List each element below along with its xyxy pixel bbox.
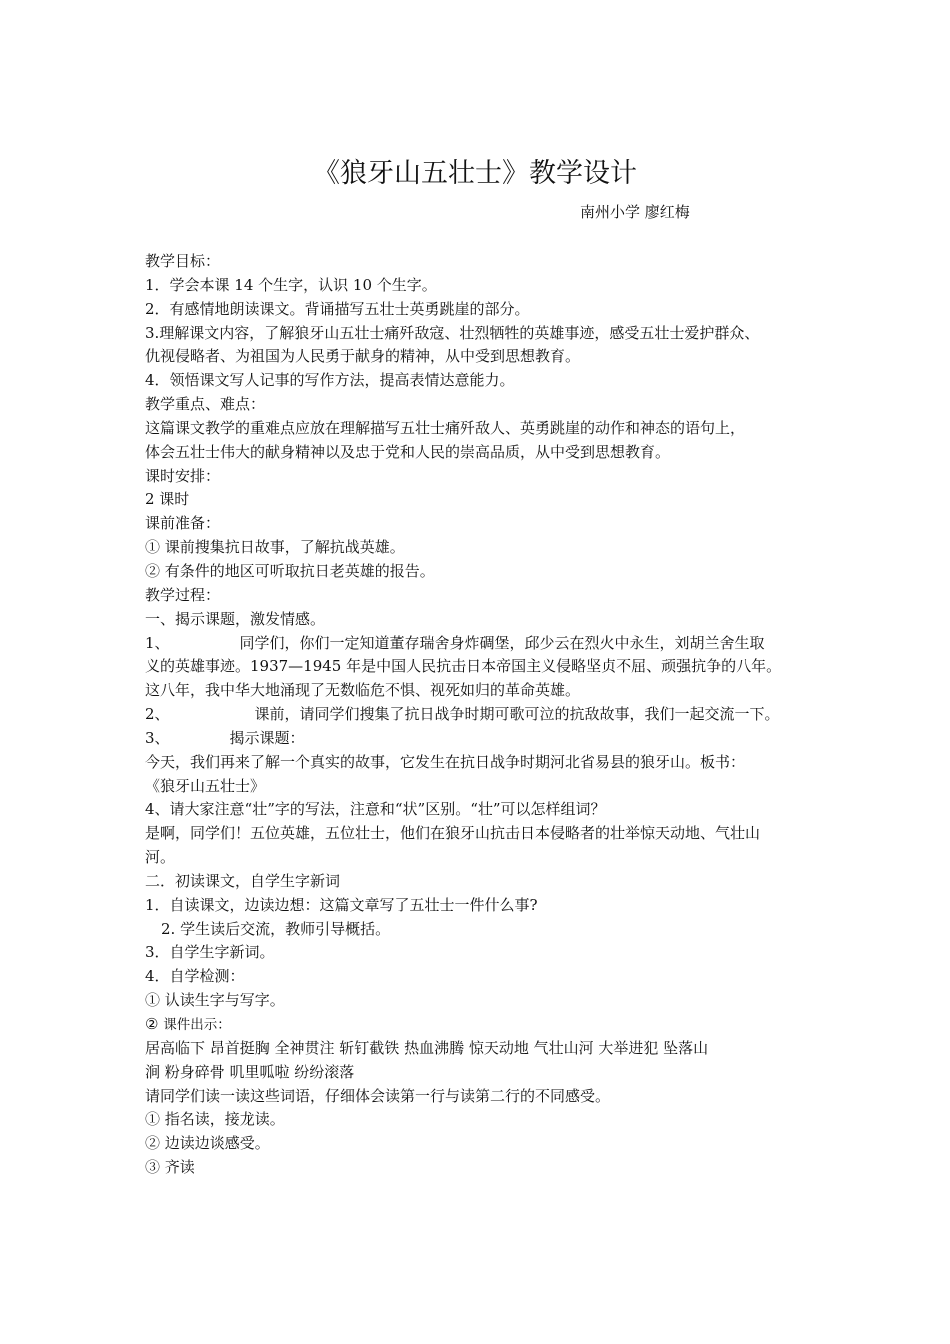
list-text: 揭示课题：: [229, 728, 305, 747]
text-line: 二．初读课文，自学生字新词: [145, 871, 341, 890]
text-line: 2 课时: [145, 490, 190, 509]
text-line: 教学过程：: [145, 585, 221, 604]
circled-number: ②: [145, 1015, 159, 1033]
text-line: 请同学们读一读这些词语，仔细体会读第一行与读第二行的不同感受。: [145, 1086, 611, 1105]
text-line: 仇视侵略者、为祖国为人民勇于献身的精神，从中受到思想教育。: [145, 347, 581, 366]
text-line: 3.理解课文内容，了解狼牙山五壮士痛歼敌寇、壮烈牺牲的英雄事迹，感受五壮士爱护群众、: [145, 323, 760, 342]
text-line: 4．自学检测：: [145, 967, 245, 986]
text-line: 4、请大家注意“壮”字的写法，注意和“状”区别。“壮”可以怎样组词？: [145, 800, 606, 819]
document-author: 南州小学 廖红梅: [580, 203, 690, 221]
list-text: 课前，请同学们搜集了抗日战争时期可歌可泣的抗敌故事，我们一起交流一下。: [254, 705, 780, 724]
text-line: 是啊，同学们！五位英雄，五位壮士，他们在狼牙山抗击日本侵略者的壮举惊天动地、气壮山: [145, 824, 761, 843]
text-line: 涧 粉身碎骨 叽里呱啦 纷纷滚落: [145, 1062, 355, 1081]
courseware-label: 课件出示：: [163, 1017, 231, 1033]
courseware-line: [145, 1013, 820, 1037]
document-title: 《狼牙山五壮士》教学设计: [313, 158, 637, 189]
text-line: 一、揭示课题，激发情感。: [145, 609, 326, 628]
text-line: ① 认读生字与写字。: [145, 991, 285, 1010]
text-line: 义的英雄事迹。1937—1945 年是中国人民抗击日本帝国主义侵略坚贞不屈、顽强抗争的八年。: [145, 657, 782, 676]
document-body: [145, 250, 820, 1180]
text-line: 这篇课文教学的重难点应放在理解描写五壮士痛歼敌人、英勇跳崖的动作和神态的语句上，: [145, 418, 746, 437]
text-line: 这八年，我中华大地涌现了无数临危不惧、视死如归的革命英雄。: [145, 681, 581, 700]
text-line: 课时安排：: [145, 466, 221, 485]
text-line: 4．领悟课文写人记事的写作方法，提高表情达意能力。: [145, 371, 515, 390]
text-line: 今天，我们再来了解一个真实的故事，它发生在抗日战争时期河北省易县的狼牙山。板书：: [145, 752, 746, 771]
text-line: ② 边读边谈感受。: [145, 1134, 270, 1153]
text-line: 2. 学生读后交流，教师引导概括。: [161, 919, 391, 938]
text-line: 1．学会本课 14 个生字，认识 10 个生字。: [145, 275, 437, 294]
text-line: ② 有条件的地区可听取抗日老英雄的报告。: [145, 561, 435, 580]
text-line: 教学重点、难点：: [145, 395, 266, 414]
list-item-2: [145, 703, 820, 727]
text-line: 居高临下 昂首挺胸 全神贯注 斩钉截铁 热血沸腾 惊天动地 气壮山河 大举进犯 坠落山: [145, 1038, 709, 1057]
list-number: 3、: [145, 728, 170, 747]
list-number: 1、: [145, 633, 170, 652]
text-line: ① 课前搜集抗日故事，了解抗战英雄。: [145, 538, 405, 557]
text-line: 1．自读课文，边读边想：这篇文章写了五壮士一件什么事?: [145, 895, 538, 914]
list-item-1: [145, 632, 820, 656]
list-number: 2、: [145, 705, 170, 724]
text-line: 河。: [145, 848, 176, 867]
text-line: ③ 齐读: [145, 1158, 195, 1177]
text-line: 《狼牙山五壮士》: [145, 776, 266, 795]
text-line: 课前准备：: [145, 514, 221, 533]
text-line: 3．自学生字新词。: [145, 943, 275, 962]
list-item-3: [145, 727, 820, 751]
text-line: 体会五壮士伟大的献身精神以及忠于党和人民的崇高品质，从中受到思想教育。: [145, 442, 671, 461]
text-line: 2．有感情地朗读课文。背诵描写五壮士英勇跳崖的部分。: [145, 299, 530, 318]
text-line: ① 指名读，接龙读。: [145, 1110, 285, 1129]
list-text: 同学们，你们一定知道董存瑞舍身炸碉堡，邱少云在烈火中永生，刘胡兰舍生取: [239, 633, 765, 652]
text-line: 教学目标：: [145, 252, 221, 270]
